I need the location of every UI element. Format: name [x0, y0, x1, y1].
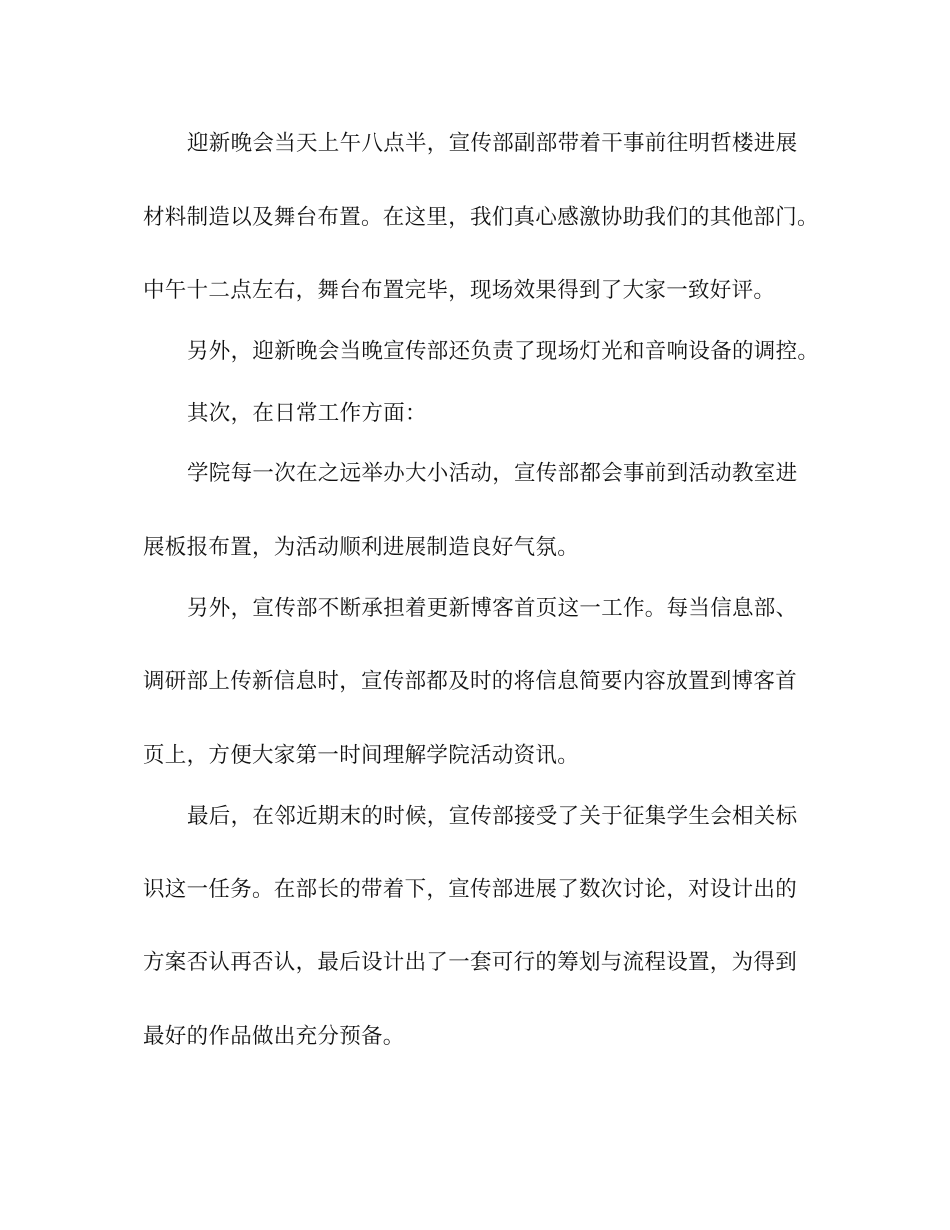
- paragraph-5-line-3: 页上，方便大家第一时间理解学院活动资讯。: [143, 743, 580, 768]
- paragraph-6-line-3: 方案否认再否认，最后设计出了一套可行的筹划与流程设置，为得到: [143, 950, 798, 975]
- paragraph-6-line-1: 最后，在邻近期末的时候，宣传部接受了关于征集学生会相关标: [187, 804, 798, 829]
- paragraph-1-line-2: 材料制造以及舞台布置。在这里，我们真心感激协助我们的其他部门。: [143, 205, 819, 230]
- paragraph-1-line-3: 中午十二点左右，舞台布置完毕，现场效果得到了大家一致好评。: [143, 278, 776, 303]
- paragraph-6-line-4: 最好的作品做出充分预备。: [143, 1024, 405, 1049]
- paragraph-5-line-1: 另外，宣传部不断承担着更新博客首页这一工作。每当信息部、: [187, 596, 798, 621]
- paragraph-5-line-2: 调研部上传新信息时，宣传部都及时的将信息简要内容放置到博客首: [143, 669, 798, 694]
- paragraph-2-line-1: 另外，迎新晚会当晚宣传部还负责了现场灯光和音响设备的调控。: [187, 339, 820, 364]
- paragraph-4-line-2: 展板报布置，为活动顺利进展制造良好气氛。: [143, 535, 580, 560]
- paragraph-3-line-1: 其次，在日常工作方面：: [187, 401, 427, 426]
- paragraph-1-line-1: 迎新晚会当天上午八点半，宣传部副部带着干事前往明哲楼进展: [187, 131, 798, 156]
- paragraph-6-line-2: 识这一任务。在部长的带着下，宣传部进展了数次讨论，对设计出的: [143, 877, 798, 902]
- paragraph-4-line-1: 学院每一次在之远举办大小活动，宣传部都会事前到活动教室进: [187, 461, 798, 486]
